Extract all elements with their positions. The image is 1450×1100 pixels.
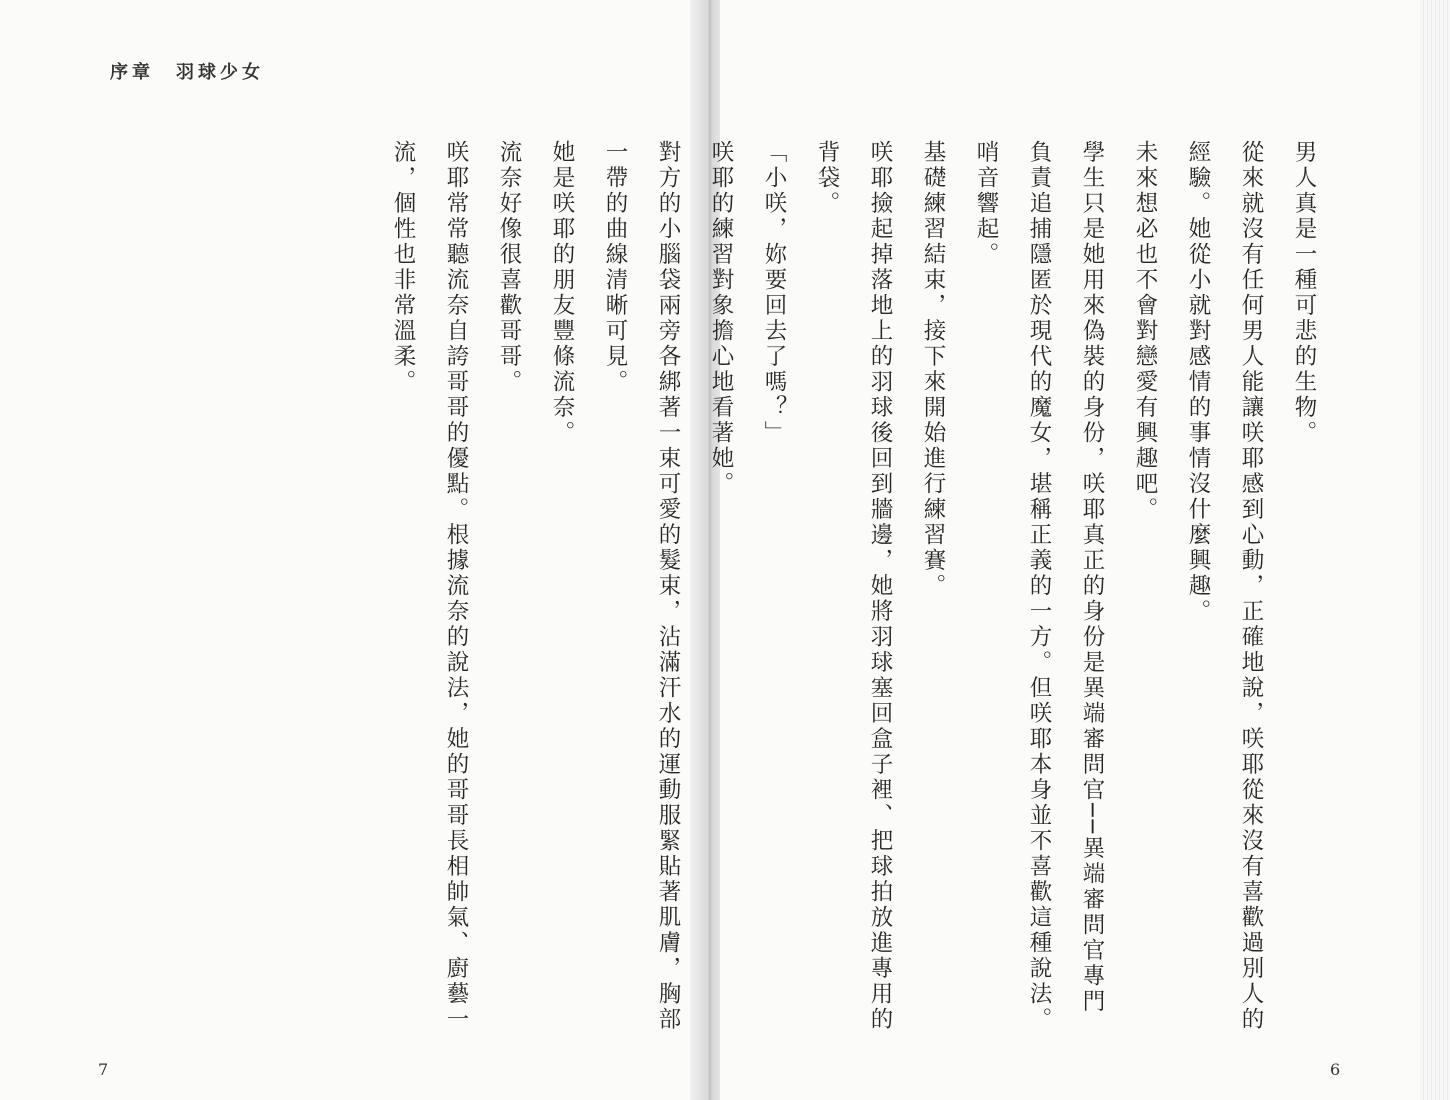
dialogue-line: 「小咲，妳要回去了嗎？」: [761, 140, 787, 446]
page-number-right: 6: [1330, 1060, 1341, 1079]
paragraph: 咲耶的練習對象擔心地看著她。: [708, 140, 734, 497]
paragraph: 咲耶常常聽流奈自誇哥哥的優點。根據流奈的說法，她的哥哥長相帥氣、廚藝一流，個性也非常溫柔。: [390, 140, 469, 1033]
paragraph: 咲耶撿起掉落地上的羽球後回到牆邊，她將羽球塞回盒子裡、把球拍放進專用的背袋。: [814, 140, 893, 1033]
paragraph: 從來就沒有任何男人能讓咲耶感到心動，正確地說，咲耶從來沒有喜歡過別人的經驗。她從小就對感情的事情沒什麼興趣。: [1185, 140, 1264, 1033]
paragraph: 對方的小腦袋兩旁各綁著一束可愛的髮束，沾滿汗水的運動服緊貼著肌膚，胸部一帶的曲線清晰可見。: [602, 140, 681, 1033]
paragraph: 基礎練習結束，接下來開始進行練習賽。: [920, 140, 946, 599]
paragraph: 學生只是她用來偽裝的身份，咲耶真正的身份是異端審問官──異端審問官專門負責追捕隱匿於現代的魔女，堪稱正義的一方。但咲耶本身並不喜歡這種說法。: [1026, 140, 1105, 1033]
paragraph: 男人真是一種可悲的生物。: [1291, 140, 1317, 446]
paragraph: 未來想必也不會對戀愛有興趣吧。: [1132, 140, 1158, 523]
running-head: 序章 羽球少女: [110, 62, 264, 83]
page-number-left: 7: [98, 1060, 109, 1079]
paragraph: 流奈好像很喜歡哥哥。: [496, 140, 522, 395]
paragraph: 她是咲耶的朋友豐條流奈。: [549, 140, 575, 446]
paragraph: 哨音響起。: [973, 140, 999, 268]
right-page-text: [376, 140, 1330, 1040]
page-edges: [1420, 0, 1450, 1100]
